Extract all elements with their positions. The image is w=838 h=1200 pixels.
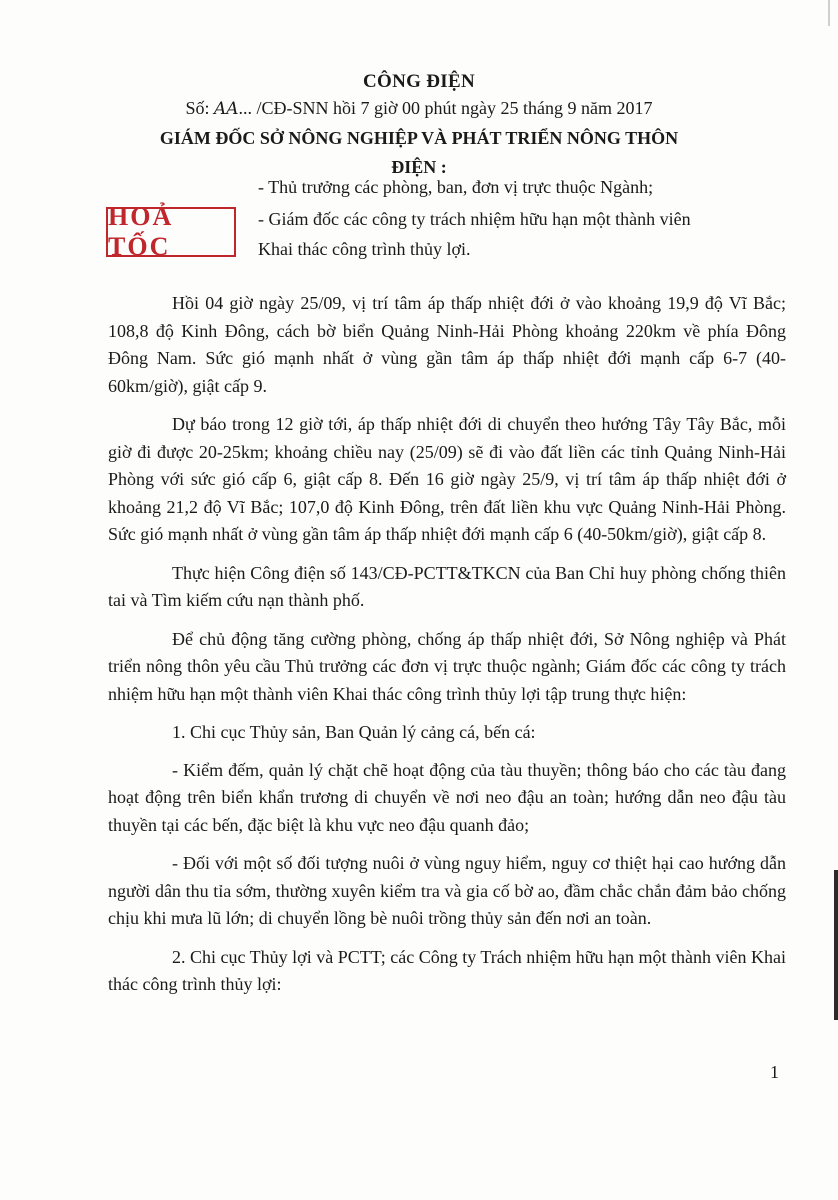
document-body <box>108 290 786 1010</box>
number-suffix: ... /CĐ-SNN hồi 7 giờ 00 phút ngày 25 tháng 9 năm 2017 <box>238 98 653 118</box>
document-header <box>0 68 838 181</box>
recipient-item: - Thủ trưởng các phòng, ban, đơn vị trực thuộc Ngành; <box>258 177 654 197</box>
section-heading: 2. Chi cục Thủy lợi và PCTT; các Công ty Trách nhiệm hữu hạn một thành viên Khai thác công trình thủy lợi: <box>108 946 786 994</box>
page-number: 1 <box>770 1062 779 1082</box>
scan-edge-shadow <box>834 870 838 1020</box>
urgent-stamp <box>106 202 236 261</box>
scan-edge-mark <box>828 0 830 26</box>
document-number <box>0 96 838 121</box>
issuer-heading: GIÁM ĐỐC SỞ NÔNG NGHIỆP VÀ PHÁT TRIỂN NÔNG THÔN <box>159 128 679 148</box>
paragraph: - Kiểm đếm, quản lý chặt chẽ hoạt động của tàu thuyền; thông báo cho các tàu đang hoạt động trên biển khẩn trương di chuyển về nơi neo đậu an toàn; hướng dẫn neo đậu tàu thuyền tại các bến, đặc biệt là khu vực neo đậu quanh đảo; <box>108 759 786 835</box>
paragraph: Dự báo trong 12 giờ tới, áp thấp nhiệt đới di chuyển theo hướng Tây Tây Bắc, mỗi giờ đi được 20-25km; khoảng chiều nay (25/09) sẽ đi vào đất liền các tỉnh Quảng Ninh-Hải Phòng với sức gió cấp 6, giật cấp 8. Đến 16 giờ ngày 25/9, vị trí tâm áp thấp nhiệt đới ở khoảng 21,2 độ Vĩ Bắc; 107,0 độ Kinh Đông, trên đất liền khu vực Quảng Ninh-Hải Phòng. Sức gió mạnh nhất ở vùng gần tâm áp thấp nhiệt đới mạnh cấp 6 (40-50km/giờ), giật cấp 8. <box>108 414 786 544</box>
number-prefix: Số: <box>185 98 214 118</box>
paragraph: Để chủ động tăng cường phòng, chống áp thấp nhiệt đới, Sở Nông nghiệp và Phát triển nông thôn yêu cầu Thủ trưởng các đơn vị trực thuộc ngành; Giám đốc các công ty trách nhiệm hữu hạn một thành viên Khai thác công trình thủy lợi tập trung thực hiện: <box>108 628 786 704</box>
recipients-list <box>258 172 798 264</box>
recipient-item-continued: Khai thác công trình thủy lợi. <box>258 239 471 259</box>
paragraph: Thực hiện Công điện số 143/CĐ-PCTT&TKCN của Ban Chỉ huy phòng chống thiên tai và Tìm kiếm cứu nạn thành phố. <box>108 562 786 610</box>
paragraph: - Đối với một số đối tượng nuôi ở vùng nguy hiểm, nguy cơ thiệt hại cao hướng dẫn người dân thu tỉa sớm, thường xuyên kiểm tra và gia cố bờ ao, đầm chắc chắn đảm bảo chống chịu khi mưa lũ lớn; di chuyển lồng bè nuôi trồng thủy sản đến nơi an toàn. <box>108 853 786 928</box>
handwritten-number: AA <box>213 99 239 119</box>
dien-heading: ĐIỆN : <box>391 157 447 177</box>
paragraph: Hồi 04 giờ ngày 25/09, vị trí tâm áp thấp nhiệt đới ở vào khoảng 19,9 độ Vĩ Bắc; 108,8 độ Kinh Đông, cách bờ biển Quảng Ninh-Hải Phòng khoảng 220km về phía Đông Đông Nam. Sức gió mạnh nhất ở vùng gần tâm áp thấp nhiệt đới mạnh cấp 6-7 (40-60km/giờ), giật cấp 9. <box>108 293 786 396</box>
document-title: CÔNG ĐIỆN <box>363 71 475 92</box>
recipient-item: - Giám đốc các công ty trách nhiệm hữu hạn một thành viên <box>258 209 691 229</box>
section-heading: 1. Chi cục Thủy sản, Ban Quản lý cảng cá, bến cá: <box>172 722 536 742</box>
urgent-stamp-text: HOẢ TỐC <box>108 202 174 261</box>
